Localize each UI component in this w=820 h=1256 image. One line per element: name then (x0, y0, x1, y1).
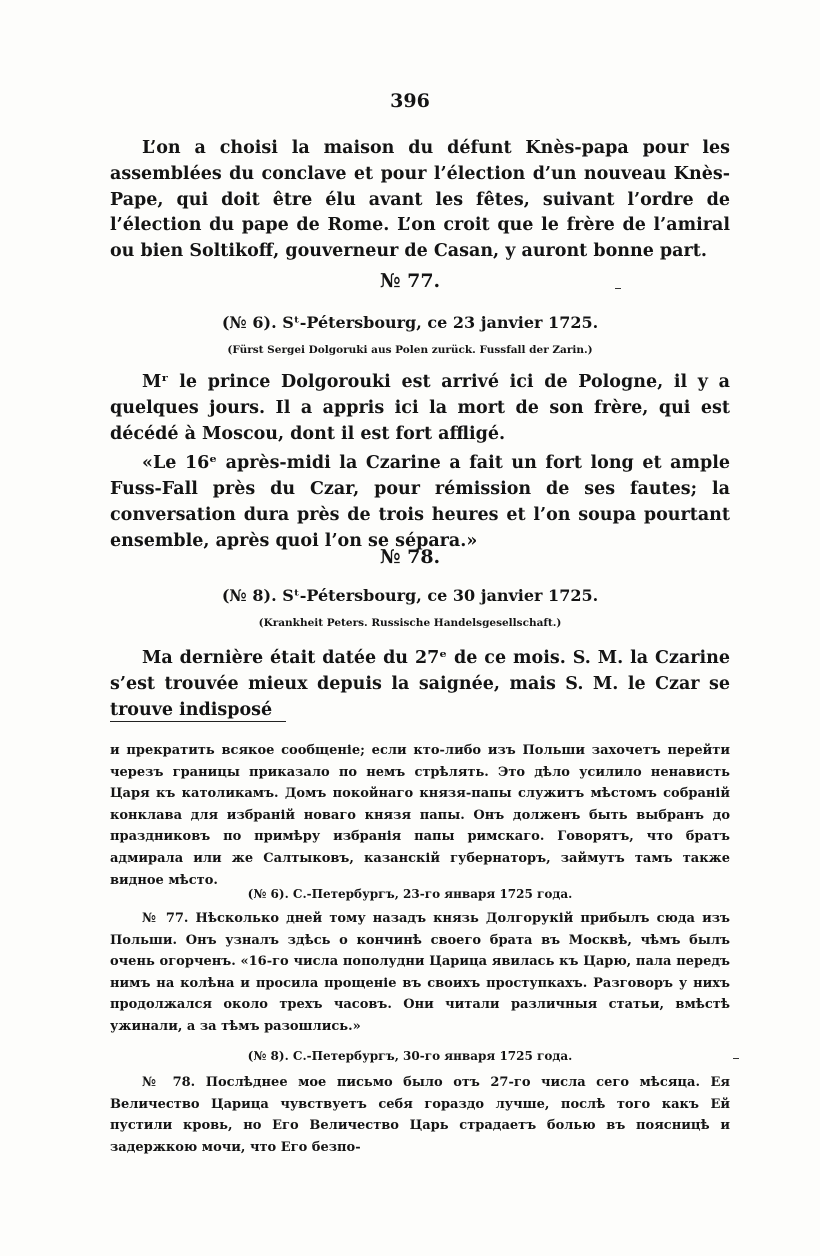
translation-text-78: № 78. Послѣднее мое письмо было отъ 27-го числа сего мѣсяца. Ея Величество Царица чувствуетъ себя гораздо лучше, послѣ того какъ Ей пустили кровь, но Его Величество Царь страдаетъ болью въ поясницѣ и задержкою мочи, что Его безпо- (110, 1075, 730, 1155)
letter-78-note: (Krankheit Peters. Russische Handelsgesellschaft.) (258, 617, 562, 629)
translation-letter-77 (110, 908, 730, 1038)
letter-78-body (110, 646, 730, 723)
letter-77-number: № 77. (379, 270, 441, 292)
scan-mark (615, 288, 621, 289)
letter-77-para-2: «Le 16ᵉ après-midi la Czarine a fait un fort long et ample Fuss-Fall près du Czar, pour rémission de ses fautes; la conversation dura près de trois heures et l’on soupa pourtant ensemble, après quoi l’on se sépara.» (110, 453, 730, 551)
letter-78-dateline: (№ 8). Sᵗ-Pétersbourg, ce 30 janvier 1725. (221, 586, 599, 605)
translation-date-78: (№ 8). С.-Петербургъ, 30-го января 1725 года. (247, 1049, 573, 1063)
translation-date-77: (№ 6). С.-Петербургъ, 23-го января 1725 года. (247, 887, 573, 901)
letter-78-number: № 78. (379, 546, 441, 568)
scan-mark (733, 1058, 739, 1059)
letter-77-para-1: Mʳ le prince Dolgorouki est arrivé ici de Pologne, il y a quelques jours. Il a appris ici la mort de son frère, qui est décédé à Moscou, dont il est fort affligé. (110, 372, 730, 444)
paragraph-conclave (110, 136, 730, 265)
letter-78-para-1: Ma dernière était datée du 27ᵉ de ce mois. S. M. la Czarine s’est trouvée mieux depuis la saignée, mais S. M. le Czar se trouve indisposé (110, 648, 730, 720)
footnote-separator (110, 721, 286, 722)
letter-77-note: (Fürst Sergei Dolgoruki aus Polen zurück. Fussfall der Zarin.) (227, 344, 593, 356)
translation-letter-78 (110, 1072, 730, 1158)
translation-text-77: № 77. Нѣсколько дней тому назадъ князь Долгорукій прибылъ сюда изъ Польши. Онъ узналъ здѣсь о кончинѣ своего брата въ Москвѣ, чѣмъ былъ очень огорченъ. «16-го числа пополудни Царица явилась къ Царю, пала передъ нимъ на колѣна и просила прощеніе въ своихъ проступкахъ. Разговоръ у нихъ продолжался около трехъ часовъ. Они читали различныя статьи, вмѣстѣ ужинали, а за тѣмъ разошлись.» (110, 911, 730, 1034)
letter-77-body (110, 370, 730, 555)
text-conclave: L’on a choisi la maison du défunt Knès-papa pour les assemblées du conclave et pour l’élection d’un nouveau Knès-Pape, qui doit être élu avant les fêtes, suivant l’ordre de l’élection du pape de Rome. L’on croit que le frère de l’amiral ou bien Soltikoff, gouverneur de Casan, y auront bonne part. (110, 138, 730, 262)
letter-77-dateline: (№ 6). Sᵗ-Pétersbourg, ce 23 janvier 1725. (221, 313, 599, 332)
translation-text-continuation: и прекратить всякое сообщеніе; если кто-либо изъ Польши захочетъ перейти черезъ границы приказало по немъ стрѣлять. Это дѣло усилило ненависть Царя къ католикамъ. Домъ покойнаго князя-папы служитъ мѣстомъ собраній конклава для избраній новаго князя папы. Онъ долженъ быть выбранъ до праздниковъ по примѣру избранія папы римскаго. Говорятъ, что братъ адмирала или же Салтыковъ, казанскій губернаторъ, займутъ тамъ также видное мѣсто. (110, 743, 730, 888)
page-number: 396 (390, 90, 430, 112)
translation-continuation (110, 740, 730, 891)
